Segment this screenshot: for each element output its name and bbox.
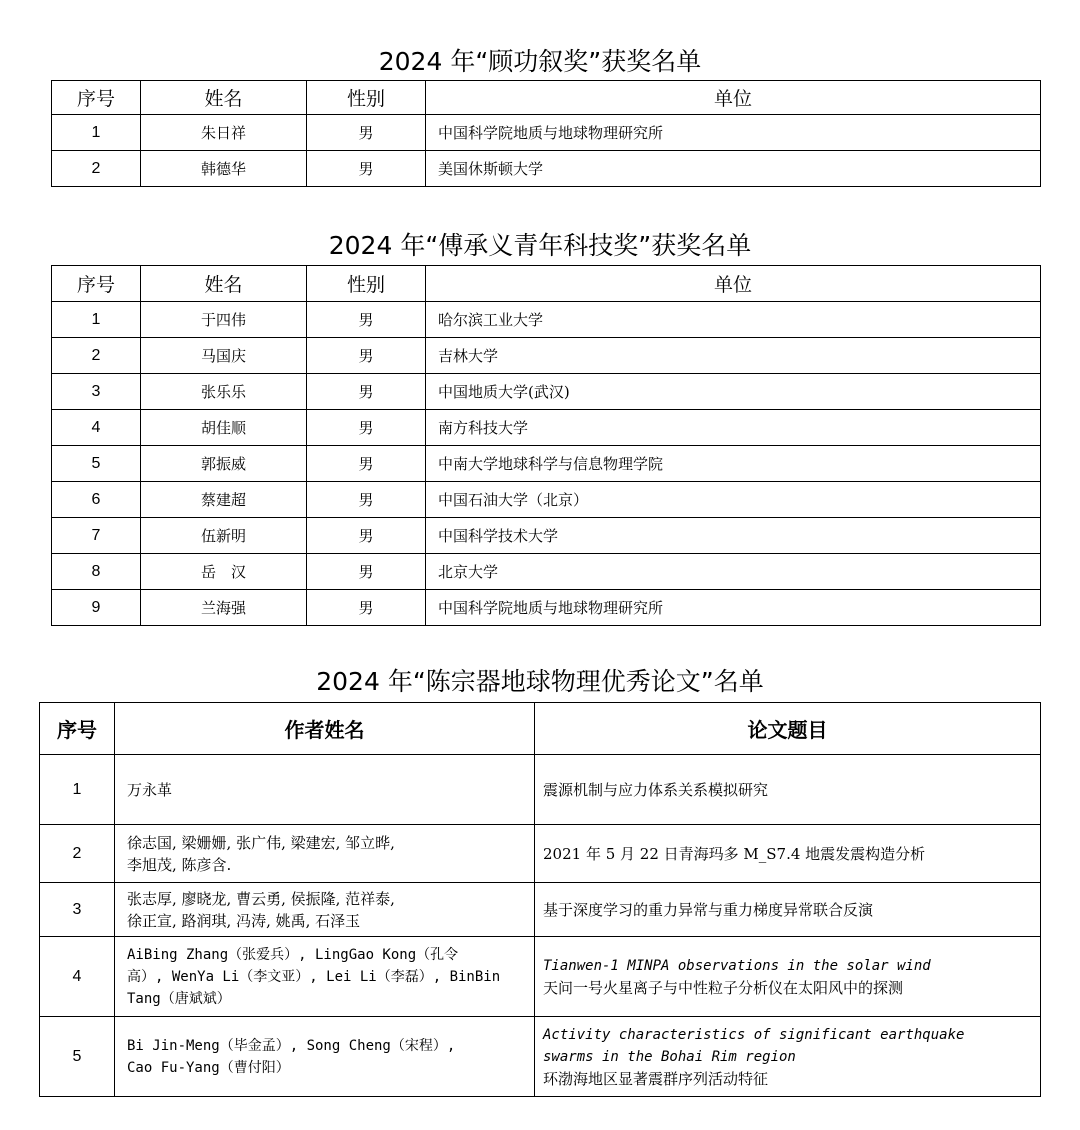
winner-name: 于四伟: [141, 302, 307, 338]
winner-affiliation: 北京大学: [426, 554, 1041, 590]
award-title-fu-chengyi: 2024 年“傅承义青年科技奖”获奖名单: [328, 231, 752, 260]
winner-gender: 男: [307, 302, 426, 338]
paper-title: [535, 883, 1041, 937]
winner-gender: 男: [307, 554, 426, 590]
header-no: 序号: [52, 266, 141, 302]
row-number: 2: [40, 825, 115, 883]
author-line: Cao Fu-Yang（曹付阳）: [127, 1059, 290, 1076]
winner-name: 伍新明: [141, 518, 307, 554]
paper-title: [535, 937, 1041, 1017]
winner-affiliation: 美国休斯顿大学: [426, 151, 1041, 187]
header-name: 姓名: [141, 81, 307, 115]
author-line: Tang（唐斌斌）: [127, 990, 231, 1007]
paper-title: [535, 755, 1041, 825]
fu-chengyi-award-table: [51, 265, 1041, 626]
table-row: [52, 115, 1041, 151]
winner-affiliation: 哈尔滨工业大学: [426, 302, 1041, 338]
winner-affiliation: 中国地质大学(武汉): [426, 374, 1041, 410]
row-number: 1: [40, 755, 115, 825]
header-authors: 作者姓名: [115, 703, 535, 755]
winner-name: 韩德华: [141, 151, 307, 187]
author-line: 高）, WenYa Li（李文亚）, Lei Li（李磊）, BinBin: [127, 968, 501, 985]
header-affiliation: 单位: [426, 81, 1041, 115]
paper-title-english: Activity characteristics of significant earthquake: [543, 1026, 965, 1043]
winner-name: 郭振威: [141, 446, 307, 482]
table-row: [52, 554, 1041, 590]
winner-name: 朱日祥: [141, 115, 307, 151]
author-line: 万永革: [127, 780, 173, 799]
table-row: [40, 755, 1041, 825]
winner-affiliation: 中南大学地球科学与信息物理学院: [426, 446, 1041, 482]
table-row: [40, 883, 1041, 937]
paper-title-english: Tianwen-1 MINPA observations in the solar wind: [543, 957, 931, 974]
row-number: 4: [40, 937, 115, 1017]
row-number: 1: [52, 302, 141, 338]
winner-name: 胡佳顺: [141, 410, 307, 446]
paper-title-chinese: 基于深度学习的重力异常与重力梯度异常联合反演: [543, 900, 874, 919]
table-row: [52, 590, 1041, 626]
winner-name: 岳 汉: [141, 554, 307, 590]
winner-name: 马国庆: [141, 338, 307, 374]
row-number: 2: [52, 338, 141, 374]
winner-gender: 男: [307, 115, 426, 151]
author-list: [115, 883, 535, 937]
header-no: 序号: [40, 703, 115, 755]
paper-title-chen-zongqi: 2024 年“陈宗器地球物理优秀论文”名单: [316, 667, 764, 696]
row-number: 8: [52, 554, 141, 590]
row-number: 5: [52, 446, 141, 482]
author-line: 张志厚, 廖晓龙, 曹云勇, 侯振隆, 范祥泰,: [127, 889, 395, 908]
gu-gongxu-award-table: [51, 80, 1041, 187]
table-row: [40, 825, 1041, 883]
header-affiliation: 单位: [426, 266, 1041, 302]
paper-title-english: swarms in the Bohai Rim region: [543, 1048, 796, 1065]
author-line: 徐志国, 梁姗姗, 张广伟, 梁建宏, 邹立晔,: [127, 833, 395, 852]
table-row: [52, 338, 1041, 374]
winner-gender: 男: [307, 410, 426, 446]
author-line: Bi Jin-Meng（毕金孟）, Song Cheng（宋程）,: [127, 1037, 456, 1054]
winner-affiliation: 中国科学院地质与地球物理研究所: [426, 590, 1041, 626]
header-paper-title: 论文题目: [535, 703, 1041, 755]
row-number: 6: [52, 482, 141, 518]
author-list: [115, 937, 535, 1017]
header-gender: 性别: [307, 266, 426, 302]
paper-title-chinese: 天问一号火星离子与中性粒子分析仪在太阳风中的探测: [543, 978, 904, 997]
table-row: [52, 374, 1041, 410]
winner-gender: 男: [307, 151, 426, 187]
row-number: 7: [52, 518, 141, 554]
winner-affiliation: 南方科技大学: [426, 410, 1041, 446]
winner-gender: 男: [307, 482, 426, 518]
paper-title-chinese: 环渤海地区显著震群序列活动特征: [543, 1069, 769, 1088]
author-list: [115, 825, 535, 883]
winner-gender: 男: [307, 338, 426, 374]
header-gender: 性别: [307, 81, 426, 115]
winner-gender: 男: [307, 446, 426, 482]
row-number: 9: [52, 590, 141, 626]
header-name: 姓名: [141, 266, 307, 302]
winner-gender: 男: [307, 518, 426, 554]
table-row: [52, 446, 1041, 482]
author-line: 李旭茂, 陈彦含.: [127, 855, 232, 874]
paper-title-chinese: 震源机制与应力体系关系模拟研究: [543, 780, 769, 799]
paper-title: [535, 825, 1041, 883]
table-row: [52, 302, 1041, 338]
winner-gender: 男: [307, 374, 426, 410]
row-number: 2: [52, 151, 141, 187]
header-no: 序号: [52, 81, 141, 115]
table-row: [52, 151, 1041, 187]
row-number: 3: [40, 883, 115, 937]
winner-name: 蔡建超: [141, 482, 307, 518]
winner-gender: 男: [307, 590, 426, 626]
winner-affiliation: 中国科学院地质与地球物理研究所: [426, 115, 1041, 151]
paper-title-chinese: 2021 年 5 月 22 日青海玛多 M_S7.4 地震发震构造分析: [543, 844, 926, 863]
paper-title: [535, 1017, 1041, 1097]
table-row: [52, 410, 1041, 446]
row-number: 3: [52, 374, 141, 410]
author-line: AiBing Zhang（张爱兵）, LingGao Kong（孔令: [127, 946, 459, 963]
row-number: 1: [52, 115, 141, 151]
winner-affiliation: 吉林大学: [426, 338, 1041, 374]
author-list: [115, 755, 535, 825]
winner-affiliation: 中国石油大学（北京）: [426, 482, 1041, 518]
table-row: [40, 1017, 1041, 1097]
award-title-gu-gongxu: 2024 年“顾功叙奖”获奖名单: [378, 47, 702, 76]
winner-name: 张乐乐: [141, 374, 307, 410]
chen-zongqi-paper-table: [39, 702, 1041, 1097]
table-row: [52, 518, 1041, 554]
author-list: [115, 1017, 535, 1097]
row-number: 4: [52, 410, 141, 446]
row-number: 5: [40, 1017, 115, 1097]
table-row: [40, 937, 1041, 1017]
table-row: [52, 482, 1041, 518]
author-line: 徐正宣, 路润琪, 冯涛, 姚禹, 石泽玉: [127, 911, 361, 930]
winner-affiliation: 中国科学技术大学: [426, 518, 1041, 554]
winner-name: 兰海强: [141, 590, 307, 626]
